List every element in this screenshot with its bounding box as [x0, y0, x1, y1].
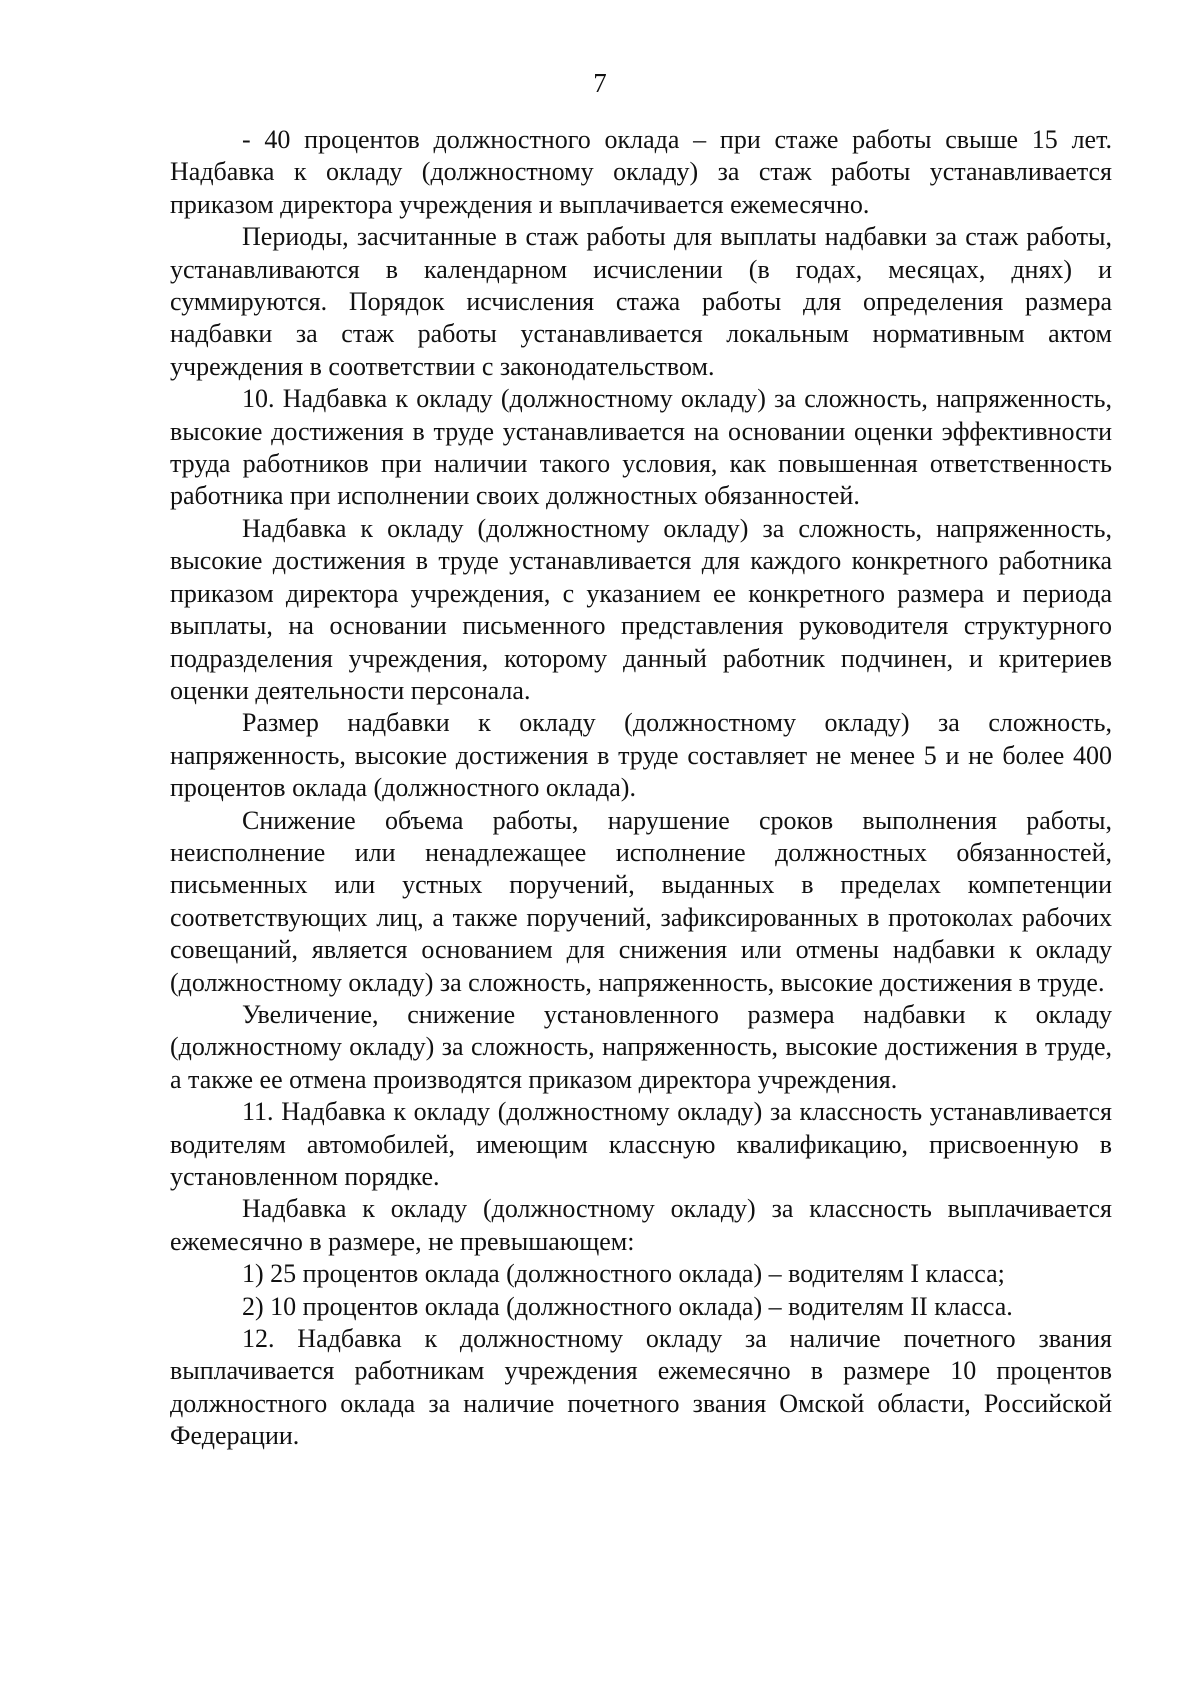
- paragraph-10-complexity-bonus: 10. Надбавка к окладу (должностному окладу) за сложность, напряженность, высокие достижения в труде устанавливается на основании оценки эффективности труда работников при наличии такого условия, как повышенная ответственность работника при исполнении своих должностных обязанностей.: [170, 384, 1112, 511]
- paragraph-seniority-periods: Периоды, засчитанные в стаж работы для выплаты надбавки за стаж работы, устанавливаются в календарном исчислении (в годах, месяцах, днях) и суммируются. Порядок исчисления стажа работы для определения размера надбавки за стаж работы устанавливается локальным нормативным актом учреждения в соответствии с законодательством.: [170, 222, 1112, 381]
- list-item-class-2: 2) 10 процентов оклада (должностного оклада) – водителям II класса.: [242, 1291, 1013, 1321]
- document-body: [170, 124, 1112, 1453]
- paragraph-complexity-bonus-order: Надбавка к окладу (должностному окладу) за сложность, напряженность, высокие достижения в труде устанавливается для каждого конкретного работника приказом директора учреждения, с указанием ее конкретного размера и периода выплаты, на основании письменного представления руководителя структурного подразделения учреждения, которому данный работник подчинен, и критериев оценки деятельности персонала.: [170, 513, 1112, 705]
- paragraph-complexity-bonus-size: Размер надбавки к окладу (должностному окладу) за сложность, напряженность, высокие достижения в труде составляет не менее 5 и не более 400 процентов оклада (должностного оклада).: [170, 708, 1112, 803]
- paragraph-bonus-reduction-grounds: Снижение объема работы, нарушение сроков выполнения работы, неисполнение или ненадлежащее исполнение должностных обязанностей, письменных или устных поручений, выданных в пределах компетенции соответствующих лиц, а также поручений, зафиксированных в протоколах рабочих совещаний, является основанием для снижения или отмены надбавки к окладу (должностному окладу) за сложность, напряженность, высокие достижения в труде.: [170, 805, 1112, 997]
- paragraph-11-driver-class-bonus: 11. Надбавка к окладу (должностному окладу) за классность устанавливается водителям автомобилей, имеющим классную квалификацию, присвоенную в установленном порядке.: [170, 1097, 1112, 1191]
- paragraph-driver-class-bonus-size: Надбавка к окладу (должностному окладу) за классность выплачивается ежемесячно в размере, не превышающем:: [170, 1194, 1112, 1256]
- page-number: 7: [593, 68, 607, 98]
- paragraph-seniority-40-percent: - 40 процентов должностного оклада – при стаже работы свыше 15 лет. Надбавка к окладу (должностному окладу) за стаж работы устанавливается приказом директора учреждения и выплачивается ежемесячно.: [170, 125, 1112, 219]
- list-item-class-1: 1) 25 процентов оклада (должностного оклада) – водителям I класса;: [242, 1259, 1005, 1289]
- paragraph-bonus-change-order: Увеличение, снижение установленного размера надбавки к окладу (должностному окладу) за сложность, напряженность, высокие достижения в труде, а также ее отмена производятся приказом директора учреждения.: [170, 999, 1112, 1094]
- paragraph-12-honorary-title-bonus: 12. Надбавка к должностному окладу за наличие почетного звания выплачивается работникам учреждения ежемесячно в размере 10 процентов должностного оклада за наличие почетного звания Омской области, Российской Федерации.: [170, 1324, 1112, 1451]
